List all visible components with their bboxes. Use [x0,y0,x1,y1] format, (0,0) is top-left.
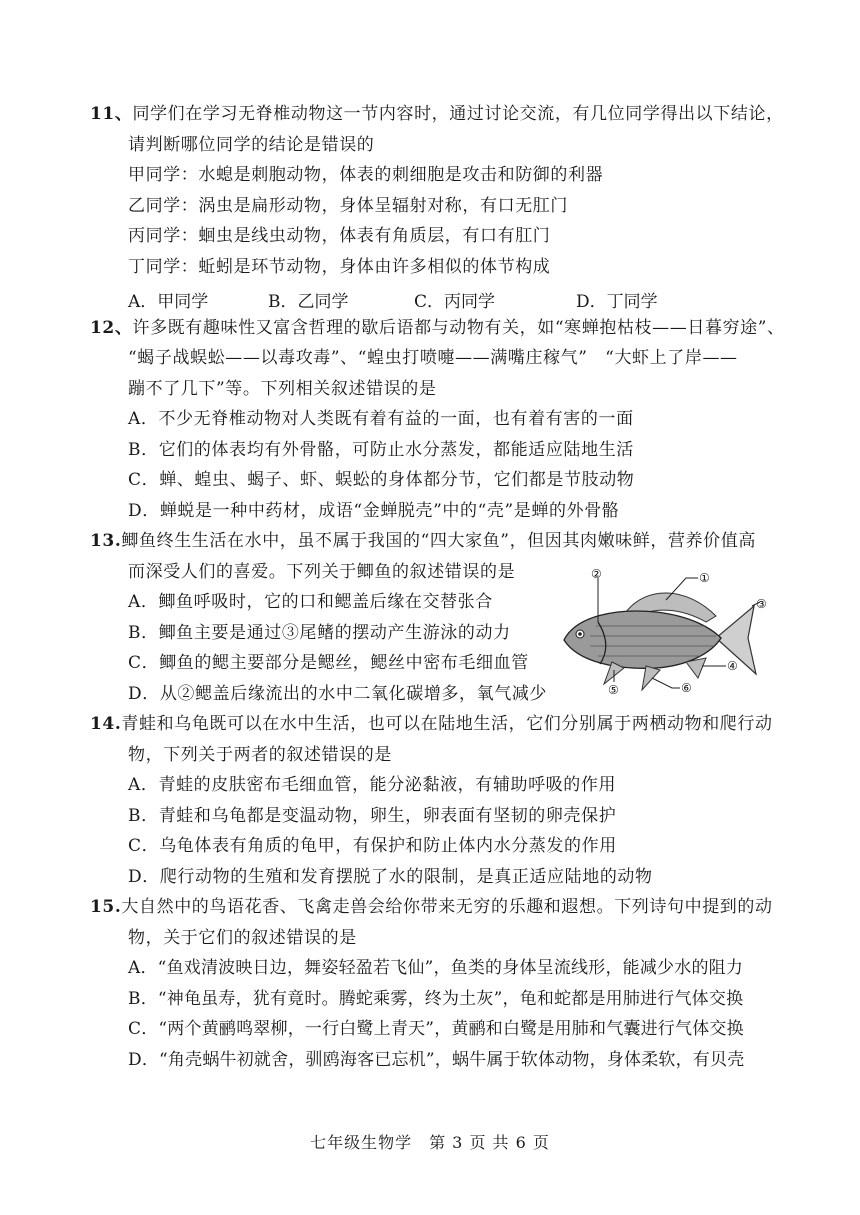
q15-number: 15. [90,897,122,917]
q11-option-a[interactable]: A．甲同学 [128,292,209,312]
q12-stem-line-2: “蝎子战蜈蚣——以毒攻毒”、“蝗虫打喷嚏——满嘴庄稼气” “大虾上了岸—— [128,348,738,368]
q13-stem-line-1: 13.鲫鱼终生生活在水中，虽不属于我国的“四大家鱼”，但因其肉嫩味鲜，营养价值高 [90,531,756,551]
q13-option-b[interactable]: B．鲫鱼主要是通过③尾鳍的摆动产生游泳的动力 [128,623,511,643]
q11-option-c[interactable]: C．丙同学 [414,292,496,312]
q13-option-a[interactable]: A．鲫鱼呼吸时，它的口和鳃盖后缘在交替张合 [128,592,493,612]
q14-stem-line-2: 物，下列关于两者的叙述错误的是 [128,745,392,765]
fish-label-5: ⑤ [608,683,619,697]
q12-option-d[interactable]: D．蝉蜕是一种中药材，成语“金蝉脱壳”中的“壳”是蝉的外骨骼 [128,501,620,521]
q11-statement-bing: 丙同学：蛔虫是线虫动物，体表有角质层，有口有肛门 [128,226,551,246]
fish-label-3: ③ [756,597,767,611]
q14-option-b[interactable]: B．青蛙和乌龟都是变温动物，卵生，卵表面有坚韧的卵壳保护 [128,806,617,826]
q13-stem-line-2: 而深受人们的喜爱。下列关于鲫鱼的叙述错误的是 [128,562,516,582]
q11-stem-line-1: 11、同学们在学习无脊椎动物这一节内容时，通过讨论交流，有几位同学得出以下结论， [90,104,784,124]
q12-stem-line-3: 蹦不了几下”等。下列相关叙述错误的是 [128,379,437,399]
q13-number: 13. [90,531,122,551]
fish-label-6: ⑥ [681,681,692,695]
q12-option-c[interactable]: C．蝉、蝗虫、蝎子、虾、蜈蚣的身体都分节，它们都是节肢动物 [128,470,635,490]
q11-stem-line-2: 请判断哪位同学的结论是错误的 [128,135,375,155]
q15-stem-line-2: 物，关于它们的叙述错误的是 [128,928,357,948]
q14-stem-line-1: 14.青蛙和乌龟既可以在水中生活，也可以在陆地生活，它们分别属于两栖动物和爬行动 [90,714,773,734]
fish-body [564,593,756,690]
q15-stem-line-1: 15.大自然中的鸟语花香、飞禽走兽会给你带来无穷的乐趣和遐想。下列诗句中提到的动 [90,897,773,917]
fish-label-1: ① [699,571,710,585]
q15-option-b[interactable]: B．“神龟虽寿，犹有竟时。腾蛇乘雾，终为土灰”，龟和蛇都是用肺进行气体交换 [128,989,744,1009]
q14-option-a[interactable]: A．青蛙的皮肤密布毛细血管，能分泌黏液，有辅助呼吸的作用 [128,775,617,795]
carp-figure [556,566,768,704]
q11-statement-jia: 甲同学：水螅是刺胞动物，体表的刺细胞是攻击和防御的利器 [128,165,604,185]
q15-option-c[interactable]: C．“两个黄鹂鸣翠柳，一行白鹭上青天”，黄鹂和白鹭是用肺和气囊进行气体交换 [128,1019,744,1039]
q11-options [0,287,860,312]
fish-label-4: ④ [727,659,738,673]
q15-option-d[interactable]: D．“角壳蜗牛初就舍，驯鸥海客已忘机”，蜗牛属于软体动物，身体柔软，有贝壳 [128,1050,745,1070]
q14-option-c[interactable]: C．乌龟体表有角质的龟甲，有保护和防止体内水分蒸发的作用 [128,836,617,856]
q15-option-a[interactable]: A．“鱼戏清波映日边，舞姿轻盈若飞仙”，鱼类的身体呈流线形，能减少水的阻力 [128,958,744,978]
q13-option-c[interactable]: C．鲫鱼的鳃主要部分是鳃丝，鳃丝中密布毛细血管 [128,653,529,673]
page-footer: 七年级生物学 第 3 页 共 6 页 [310,1133,550,1152]
q14-option-d[interactable]: D．爬行动物的生殖和发育摆脱了水的限制，是真正适应陆地的动物 [128,867,653,887]
q12-number: 12、 [90,318,133,338]
q14-number: 14. [90,714,122,734]
q11-number: 11、 [90,104,133,124]
q11-option-b[interactable]: B．乙同学 [268,292,349,312]
q11-option-d[interactable]: D．丁同学 [576,292,658,312]
fish-label-2: ② [591,567,602,581]
q12-stem-line-1: 12、许多既有趣味性又富含哲理的歇后语都与动物有关，如“寒蝉抱枯枝——日暮穷途”、 [90,318,785,338]
q11-statement-ding: 丁同学：蚯蚓是环节动物，身体由许多相似的体节构成 [128,257,551,277]
q11-statement-yi: 乙同学：涡虫是扁形动物，身体呈辐射对称，有口无肛门 [128,196,568,216]
q12-option-a[interactable]: A．不少无脊椎动物对人类既有着有益的一面，也有着有害的一面 [128,409,634,429]
q13-option-d[interactable]: D．从②鳃盖后缘流出的水中二氧化碳增多，氧气减少 [128,684,548,704]
q12-option-b[interactable]: B．它们的体表均有外骨骼，可防止水分蒸发，都能适应陆地生活 [128,440,634,460]
